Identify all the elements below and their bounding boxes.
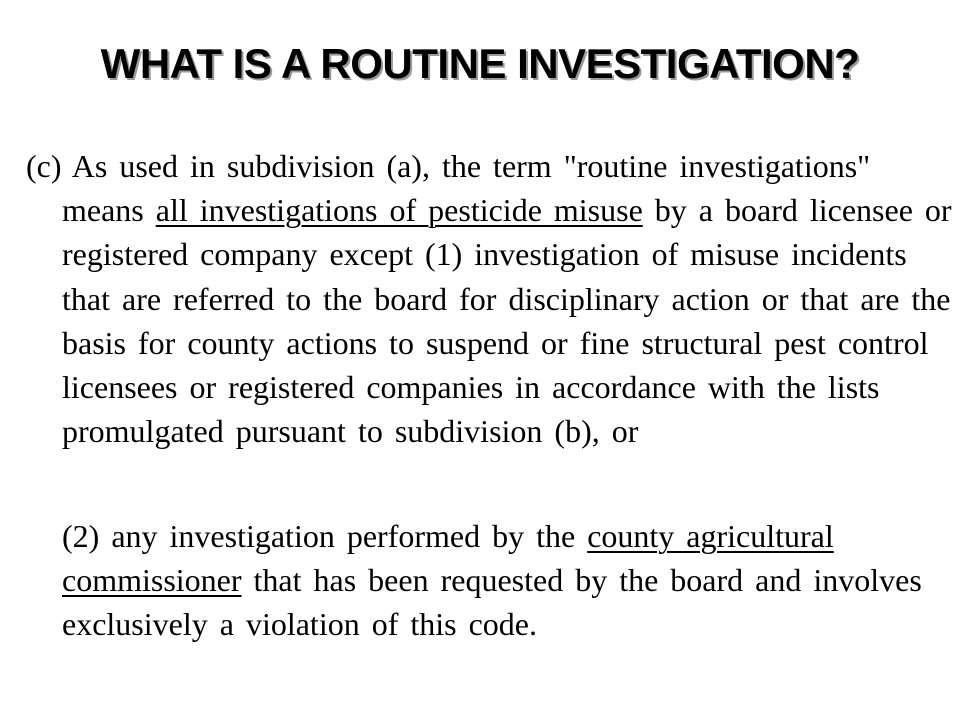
paragraph-2 (26, 514, 960, 647)
paragraph-c-underlined-text: all investigations of pesticide misuse (155, 192, 643, 229)
paragraph-c (26, 144, 960, 453)
paragraph-c-text-2: by a board licensee or registered company except (1) investigation of misuse incidents that are referred to the board for disciplinary action or that are the basis for county actions to suspend or fine structural pest control licensees or registered companies in accordance with the lists promulgated pursuant to subdivision (b), or (62, 192, 952, 450)
slide-title: WHAT IS A ROUTINE INVESTIGATION? (100, 40, 860, 87)
paragraph-2-underlined-text: county agricultural commissioner (62, 518, 834, 599)
paragraph-c-text-1: (c) As used in subdivision (a), the term "routine investigations" means (26, 148, 871, 229)
paragraph-2-text-1: (2) any investigation performed by the (62, 518, 588, 554)
paragraph-2-text-2: that has been requested by the board and involves exclusively a violation of this code. (62, 562, 922, 643)
